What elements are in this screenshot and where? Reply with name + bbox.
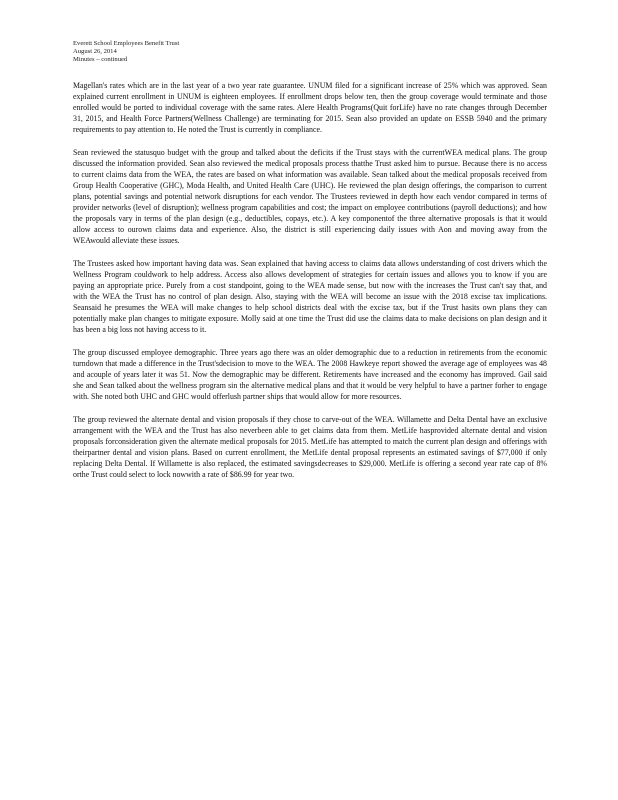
header-date-line: August 26, 2014 [73, 48, 117, 55]
header-minutes-line: Minutes – continued [73, 56, 128, 63]
minutes-body [73, 80, 547, 492]
paragraph-demographics: The group discussed employee demographic. Three years ago there was an older demographic due to a reduction in retirements from the economic turndown that made a difference in the Trust'sdecision to move to the WEA. The 2008 Hawkeye report showed the average age of employees was 48 and acouple of years later it was 51. Now the demographic may be different. Retirements have increased and the economy has improved. Gail said she and Sean talked about the wellness program sin the alternative medical plans and that it would be very helpful to have a partner forher to engage with. She noted both UHC and GHC would offerlush partner ships that would allow for more resources. [73, 348, 547, 401]
header-org-line: Everett School Employees Benefit Trust [73, 40, 180, 47]
paragraph-claims-data: The Trustees asked how important having data was. Sean explained that having access to claims data allows understanding of cost drivers which the Wellness Program couldwork to help address. Access also allows development of strategies for certain issues and allows you to know if you are paying an appropriate price. Purely from a cost standpoint, going to the WEA made sense, but now with the increases the Trust can't say that, and with the WEA the Trust has no control of plan design. Also, staying with the WEA will become an issue with the 2018 excise tax implications. Seansaid he presumes the WEA will make changes to help school districts deal with the excise tax, but if the Trust hasits own plans they can potentially make plan changes to mitigate exposure. Molly said at one time the Trust did use the claims data to make decisions on plan design and it has been a big loss not having access to it. [73, 259, 547, 334]
paragraph-dental-vision: The group reviewed the alternate dental and vision proposals if they chose to carve-out of the WEA. Willamette and Delta Dental have an exclusive arrangement with the WEA and the Trust has also neverbeen able to get claims data from them. MetLife hasprovided alternate dental and vision proposals forconsideration given the alternate medical proposals for 2015. MetLife has attempted to match the current plan design and offerings with theirpartner dental and vision plans. Based on current enrollment, the MetLife dental proposal represents an estimated savings of $77,000 if only replacing Delta Dental. If Willamette is also replaced, the estimated savingsdecreases to $29,000. MetLife is offering a second year rate cap of 8% orthe Trust could select to lock nowwith a rate of $86.99 for year two. [73, 415, 547, 479]
paragraph-rates: Magellan's rates which are in the last year of a two year rate guarantee. UNUM filed for a significant increase of 25% which was approved. Sean explained current enrollment in UNUM is eighteen employees. If enrollment drops below ten, then the group coverage would terminate and those enrolled would be ported to individual coverage with the same rates. Alere Health Programs(Quit forLife) have no rate changes through December 31, 2015, and Health Force Partners(Wellness Challenge) are terminating for 2015. Sean also provided an update on ESSB 5940 and the primary requirements to pay attention to. He noted the Trust is currently in compliance. [73, 81, 547, 134]
paragraph-budget-review: Sean reviewed the statusquo budget with the group and talked about the deficits if the Trust stays with the currentWEA medical plans. The group discussed the information provided. Sean also reviewed the medical proposals process thatthe Trust asked him to pursue. Because there is no access to current claims data from the WEA, the rates are based on what information was available. Sean talked about the medical proposals received from Group Health Cooperative (GHC), Moda Health, and United Health Care (UHC). He reviewed the plan design offerings, the comparison to current plans, potential savings and potential network disruptions for each vendor. The Trustees reviewed in depth how each vendor compared in terms of provider networks (level of disruption); wellness program capabilities and cost; the impact on employee contributions (payroll deductions); and how the proposals vary in terms of the plan design (e.g., deductibles, copays, etc.). A key componentof the three alternative proposals is that it would allow access to ourown claims data and experience. Also, the district is still experiencing daily issues with Aon and moving away from the WEAwould alleviate these issues. [73, 148, 547, 245]
page-header [73, 40, 179, 64]
